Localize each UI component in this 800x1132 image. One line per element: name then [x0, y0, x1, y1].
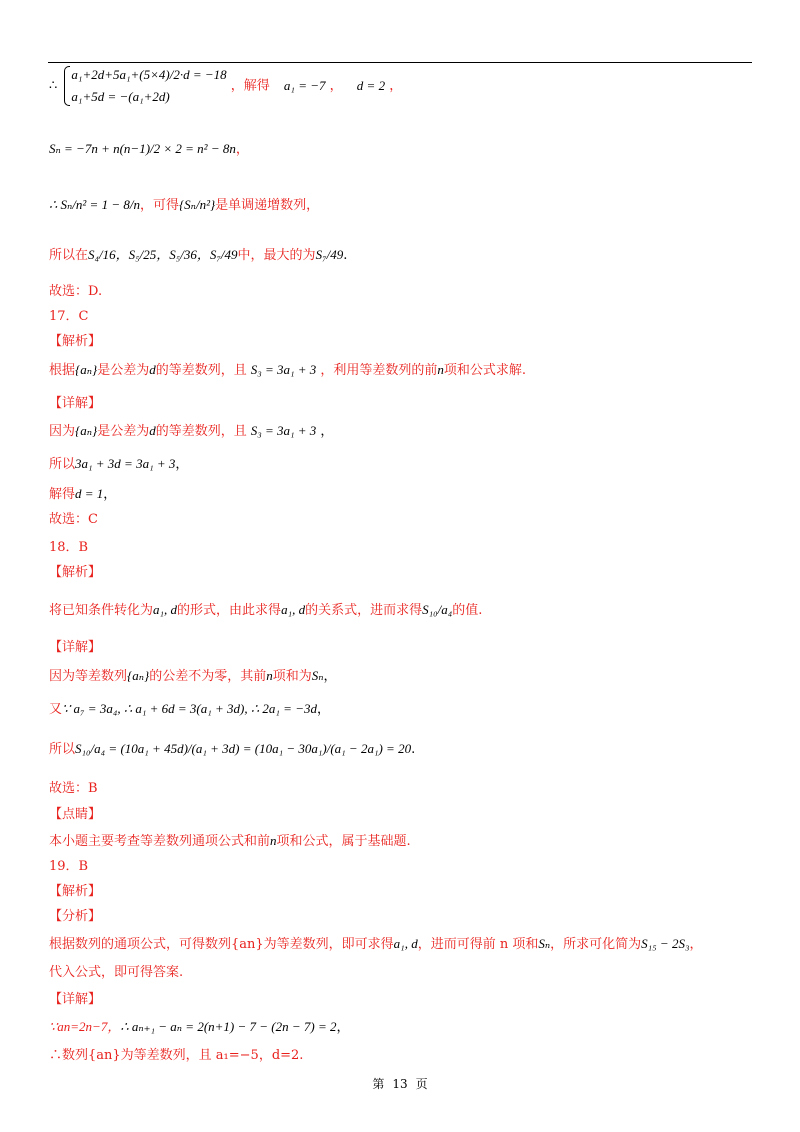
compare-items: S₄/16，S₅/25，S₅/36，S₇/49	[88, 247, 238, 262]
detail-text: 项和为	[272, 669, 312, 684]
detail-19	[49, 1018, 350, 1037]
remark-text: 项和公式，属于基础题.	[276, 834, 411, 849]
also-line-18	[49, 700, 330, 719]
sequence-symbol: {aₙ}	[75, 362, 98, 377]
analysis-heading: 【解析】	[49, 334, 102, 349]
solve-formula: d = 1	[75, 486, 104, 501]
analysis-text: 的形式，由此求得	[177, 603, 282, 618]
detail-18	[49, 667, 337, 686]
d-symbol: d	[149, 423, 156, 438]
so-formula: S₁₀/a₄ = (10a₁ + 45d)/(a₁ + 3d) = (10a₁ − 30a₁)/(a₁ − 2a₁) = 20	[75, 741, 412, 756]
target-expression: S₁₅ − 2S₃	[641, 936, 690, 951]
solve-text: 解得	[49, 487, 76, 502]
ratio-formula: S₁₀/a₄	[422, 602, 453, 617]
so-text: 所以	[49, 457, 76, 472]
analysis-text: ，利用等差数列的前	[320, 363, 438, 378]
sn-formula-line	[49, 140, 249, 159]
ratio-text: 是单调递增数列，	[215, 198, 320, 213]
analysis-text: 是公差为	[97, 363, 150, 378]
ratio-text: ，可得	[139, 198, 179, 213]
compare-text: 所以在	[49, 248, 89, 263]
footer-label: 页	[415, 1077, 428, 1091]
header-rule	[48, 62, 752, 63]
variables: a₁, d	[281, 602, 306, 617]
solve-label: ，解得	[230, 78, 270, 94]
detail-heading: 【详解】	[49, 992, 102, 1007]
page-number: 13	[392, 1077, 408, 1091]
analysis-text: 的值.	[452, 603, 483, 618]
detail-text: 因为等差数列	[49, 669, 128, 684]
sn-formula: Sₙ = −7n + n(n−1)/2 × 2 = n² − 8n	[49, 141, 236, 156]
detail-heading: 【详解】	[49, 640, 102, 655]
page-footer	[0, 1075, 800, 1092]
sn-symbol: Sₙ	[538, 936, 551, 951]
n-symbol: n	[270, 833, 277, 848]
answer-16: 故选：D.	[49, 284, 103, 299]
equation-system	[61, 64, 226, 108]
separator: ，	[316, 702, 330, 717]
sequence-symbol: {aₙ}	[127, 668, 150, 683]
n-symbol: n	[266, 668, 273, 683]
d-symbol: d	[149, 362, 156, 377]
ratio-line	[49, 196, 319, 215]
difference-formula: ∴ aₙ₊₁ − aₙ = 2(n+1) − 7 − (2n − 7) = 2	[120, 1019, 337, 1034]
therefore-symbol: ∴	[49, 78, 58, 94]
answer-18: 故选：B	[49, 781, 98, 796]
ratio-formula: ∴ Sₙ/n² = 1 − 8/n	[49, 197, 140, 212]
system-eq-1: a₁+2d+5a₁+(5×4)/2·d = −18	[71, 67, 227, 82]
separator: ，	[329, 78, 343, 94]
detail-text: 的等差数列，且	[155, 424, 247, 439]
analysis-18	[49, 601, 482, 620]
sn-symbol: Sₙ	[311, 668, 324, 683]
variables: a₁, d	[153, 602, 178, 617]
so-line-17	[49, 455, 188, 474]
detail-text: 的公差不为零，其前	[149, 669, 267, 684]
analysis-17	[49, 361, 526, 380]
analysis-text: ，所求可化简为	[550, 937, 642, 952]
compare-line	[49, 246, 347, 265]
d-result: d = 2	[356, 77, 386, 93]
separator: ，	[389, 78, 403, 94]
detail-19-line2: ∴数列{an}为等差数列，且 a₁=−5，d=2.	[49, 1048, 304, 1063]
remark-text: 本小题主要考查等差数列通项公式和前	[49, 834, 271, 849]
analysis-text: 的关系式，进而求得	[305, 603, 423, 618]
separator: ，	[336, 1020, 350, 1035]
so-line-18	[49, 740, 415, 759]
also-text: 又	[49, 702, 63, 717]
separator: ，	[689, 937, 703, 952]
a1-result: a₁ = −7	[283, 77, 326, 93]
sub-analysis-heading: 【分析】	[49, 909, 102, 924]
solve-line-17	[49, 485, 116, 504]
compare-text: 中，最大的为	[237, 248, 316, 263]
condition-formula: S₃ = 3a₁ + 3	[250, 423, 317, 438]
condition-formula: S₃ = 3a₁ + 3	[250, 362, 317, 377]
question-19-title: 19．B	[49, 859, 89, 874]
detail-text: ∵an=2n−7，	[49, 1019, 121, 1034]
analysis-text: 将已知条件转化为	[49, 603, 154, 618]
also-formula: ∵ a₇ = 3a₄, ∴ a₁ + 6d = 3(a₁ + 3d), ∴ 2a₁ = −3d	[62, 701, 317, 716]
n-symbol: n	[437, 362, 444, 377]
remark-18	[49, 832, 411, 851]
sequence-symbol: {aₙ}	[75, 423, 98, 438]
analysis-19	[49, 935, 703, 954]
variables: a₁, d	[393, 936, 418, 951]
so-text: 所以	[49, 742, 76, 757]
system-eq-2: a₁+5d = −(a₁+2d)	[71, 89, 170, 104]
separator: ，	[175, 457, 189, 472]
detail-17	[49, 422, 333, 441]
so-formula: 3a₁ + 3d = 3a₁ + 3	[75, 456, 176, 471]
equation-system-line	[49, 64, 402, 108]
answer-17: 故选：C	[49, 512, 98, 527]
analysis-heading: 【解析】	[49, 884, 102, 899]
separator: ，	[323, 669, 337, 684]
compare-max: S₇/49	[315, 247, 344, 262]
analysis-text: ，进而可得前 n 项和	[417, 937, 539, 952]
detail-text: 因为	[49, 424, 76, 439]
analysis-text: 根据	[49, 363, 76, 378]
analysis-19-line2: 代入公式，即可得答案.	[49, 965, 184, 980]
analysis-text: 项和公式求解.	[443, 363, 526, 378]
analysis-text: 根据数列的通项公式，可得数列{an}为等差数列，即可求得	[49, 937, 394, 952]
ratio-sequence: {Sₙ/n²}	[178, 197, 216, 212]
separator: .	[411, 742, 416, 757]
analysis-heading: 【解析】	[49, 565, 102, 580]
separator: .	[343, 248, 348, 263]
question-17-title: 17．C	[49, 309, 89, 324]
separator: ，	[320, 424, 334, 439]
detail-heading: 【详解】	[49, 396, 102, 411]
detail-text: 是公差为	[97, 424, 150, 439]
separator: ，	[103, 487, 117, 502]
footer-label: 第	[372, 1077, 385, 1091]
question-18-title: 18．B	[49, 540, 89, 555]
remark-heading: 【点睛】	[49, 807, 102, 822]
separator: ，	[235, 142, 249, 157]
analysis-text: 的等差数列，且	[155, 363, 247, 378]
